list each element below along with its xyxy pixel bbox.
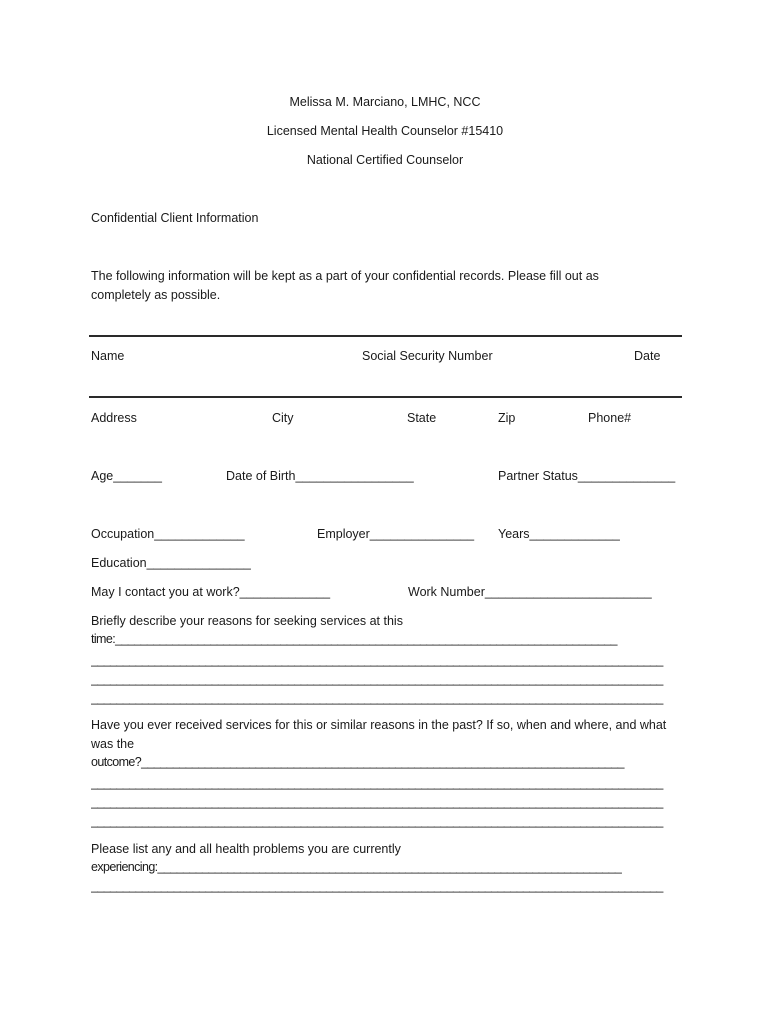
partner-status-field[interactable]: Partner Status______________ <box>498 469 676 483</box>
phone-label: Phone# <box>588 411 632 425</box>
past-services-question-line2: was the <box>91 737 135 751</box>
past-services-answer-line-3[interactable]: __________________________________________________________________________________________ <box>91 795 663 809</box>
reasons-answer-line-2[interactable]: __________________________________________________________________________________________ <box>91 653 663 667</box>
reasons-answer-line-1[interactable]: time:_______________________________________________________________________________ <box>91 632 617 646</box>
reasons-answer-line-4[interactable]: __________________________________________________________________________________________ <box>91 691 663 705</box>
health-problems-question: Please list any and all health problems you are currently <box>91 842 401 856</box>
past-services-answer-line-4[interactable]: __________________________________________________________________________________________ <box>91 814 663 828</box>
top-divider <box>89 335 682 337</box>
past-services-answer-line-2[interactable]: __________________________________________________________________________________________ <box>91 776 663 790</box>
address-label: Address <box>91 411 137 425</box>
second-divider <box>89 396 682 398</box>
reasons-answer-line-3[interactable]: __________________________________________________________________________________________ <box>91 672 663 686</box>
age-field[interactable]: Age_______ <box>91 469 162 483</box>
education-field[interactable]: Education_______________ <box>91 556 251 570</box>
intro-text-line1: The following information will be kept as a part of your confidential records. Please fill out as <box>91 269 599 283</box>
reasons-question: Briefly describe your reasons for seeking services at this <box>91 614 403 628</box>
city-label: City <box>272 411 294 425</box>
health-problems-answer-line-1[interactable]: experiencing:_________________________________________________________________________ <box>91 860 622 874</box>
health-problems-answer-line-2[interactable]: __________________________________________________________________________________________ <box>91 879 663 893</box>
intro-text-line2: completely as possible. <box>91 288 221 302</box>
ssn-label: Social Security Number <box>362 349 493 363</box>
name-label: Name <box>91 349 125 363</box>
past-services-question-line1: Have you ever received services for this or similar reasons in the past? If so, when and where, and what <box>91 718 667 732</box>
zip-label: Zip <box>498 411 516 425</box>
counselor-name: Melissa M. Marciano, LMHC, NCC <box>289 95 481 109</box>
work-number-field[interactable]: Work Number________________________ <box>408 585 652 599</box>
date-label: Date <box>634 349 661 363</box>
past-services-answer-line-1[interactable]: outcome?____________________________________________________________________________ <box>91 755 624 769</box>
contact-at-work-field[interactable]: May I contact you at work?_____________ <box>91 585 331 599</box>
years-field[interactable]: Years_____________ <box>498 527 620 541</box>
employer-field[interactable]: Employer_______________ <box>317 527 475 541</box>
occupation-field[interactable]: Occupation_____________ <box>91 527 245 541</box>
state-label: State <box>407 411 437 425</box>
counselor-license: Licensed Mental Health Counselor #15410 <box>266 124 504 138</box>
counselor-certification: National Certified Counselor <box>306 153 464 167</box>
form-title: Confidential Client Information <box>91 211 259 225</box>
date-of-birth-field[interactable]: Date of Birth_________________ <box>226 469 414 483</box>
